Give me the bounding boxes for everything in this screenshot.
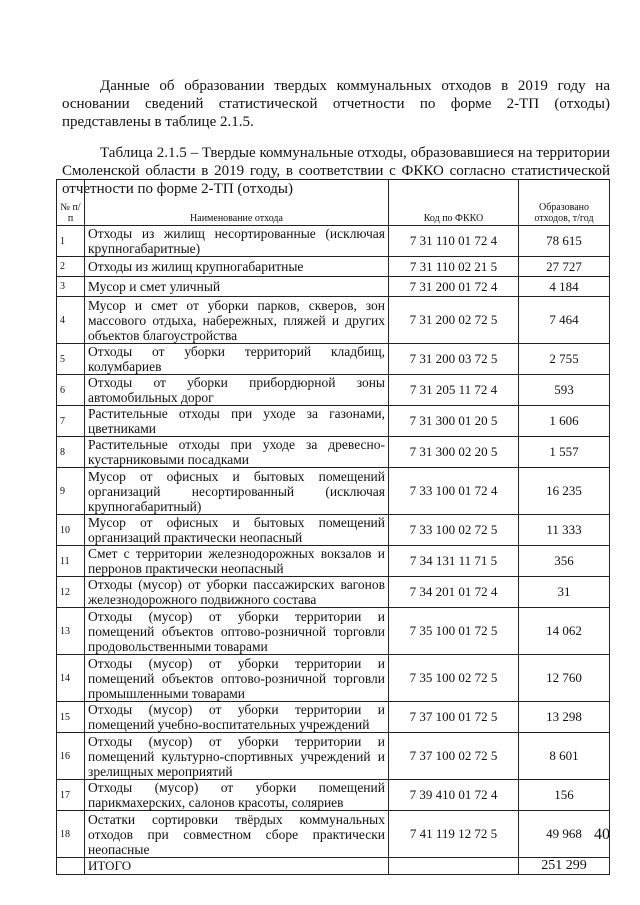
num-cell: 16 <box>57 733 85 780</box>
name-cell: Мусор от офисных и бытовых помещений организаций практически неопасный <box>85 515 389 546</box>
code-cell: 7 35 100 01 72 5 <box>389 608 519 655</box>
code-cell: 7 31 200 02 72 5 <box>389 297 519 344</box>
mass-cell: 13 298 <box>519 702 610 733</box>
table-row <box>57 655 610 702</box>
table-row <box>57 257 610 277</box>
num-cell: 15 <box>57 702 85 733</box>
name-cell: Мусор и смет уличный <box>85 277 389 297</box>
mass-cell: 2 755 <box>519 344 610 375</box>
code-cell: 7 31 200 03 72 5 <box>389 344 519 375</box>
name-cell: Растительные отходы при уходе за газонами, цветниками <box>85 406 389 437</box>
mass-cell: 27 727 <box>519 257 610 277</box>
name-cell: Отходы (мусор) от уборки помещений парикмахерских, салонов красоты, соляриев <box>85 780 389 811</box>
table-row <box>57 437 610 468</box>
name-cell: Отходы (мусор) от уборки территории и помещений учебно-воспитательных учреждений <box>85 702 389 733</box>
num-cell: 6 <box>57 375 85 406</box>
table-row <box>57 468 610 515</box>
mass-cell: 12 760 <box>519 655 610 702</box>
code-cell: 7 31 205 11 72 4 <box>389 375 519 406</box>
num-cell: 7 <box>57 406 85 437</box>
total-row <box>57 858 610 875</box>
mass-cell: 49 968 <box>519 811 610 858</box>
num-cell: 14 <box>57 655 85 702</box>
table-row <box>57 811 610 858</box>
code-cell: 7 31 200 01 72 4 <box>389 277 519 297</box>
total-label: ИТОГО <box>85 858 389 875</box>
table-row <box>57 344 610 375</box>
table-row <box>57 515 610 546</box>
name-cell: Мусор от офисных и бытовых помещений организаций несортированный (исключая крупногабаритный) <box>85 468 389 515</box>
mass-cell: 14 062 <box>519 608 610 655</box>
num-cell: 18 <box>57 811 85 858</box>
name-cell: Отходы (мусор) от уборки территории и помещений объектов оптово-розничной торговли продовольственными товарами <box>85 608 389 655</box>
code-cell: 7 33 100 02 72 5 <box>389 515 519 546</box>
name-cell: Мусор и смет от уборки парков, скверов, зон массового отдыха, набережных, пляжей и других объектов благоустройства <box>85 297 389 344</box>
code-cell: 7 35 100 02 72 5 <box>389 655 519 702</box>
table-caption: Таблица 2.1.5 – Твердые коммунальные отходы, образовавшиеся на территории Смоленской области в 2019 году, в соответствии с ФККО согласно статистической отчетности по форме 2-ТП (отходы) <box>62 145 610 197</box>
code-cell: 7 34 131 11 71 5 <box>389 546 519 577</box>
total-code-cell <box>389 858 519 875</box>
code-cell: 7 33 100 01 72 4 <box>389 468 519 515</box>
mass-cell: 7 464 <box>519 297 610 344</box>
num-cell: 5 <box>57 344 85 375</box>
num-cell: 4 <box>57 297 85 344</box>
name-cell: Отходы из жилищ несортированные (исключая крупногабаритные) <box>85 226 389 257</box>
mass-cell: 1 557 <box>519 437 610 468</box>
name-cell: Отходы (мусор) от уборки территории и помещений объектов оптово-розничной торговли промышленными товарами <box>85 655 389 702</box>
num-cell: 17 <box>57 780 85 811</box>
num-cell: 1 <box>57 226 85 257</box>
mass-cell: 8 601 <box>519 733 610 780</box>
mass-cell: 4 184 <box>519 277 610 297</box>
table-row <box>57 406 610 437</box>
name-cell: Остатки сортировки твёрдых коммунальных отходов при совместном сборе практически неопасные <box>85 811 389 858</box>
table-row <box>57 546 610 577</box>
table-row <box>57 577 610 608</box>
name-cell: Отходы из жилищ крупногабаритные <box>85 257 389 277</box>
mass-cell: 1 606 <box>519 406 610 437</box>
intro-paragraph: Данные об образовании твердых коммунальных отходов в 2019 году на основании сведений статистической отчетности по форме 2-ТП (отходы) представлены в таблице 2.1.5. <box>62 78 610 130</box>
name-cell: Отходы (мусор) от уборки пассажирских вагонов железнодорожного подвижного состава <box>85 577 389 608</box>
code-cell: 7 37 100 01 72 5 <box>389 702 519 733</box>
mass-cell: 156 <box>519 780 610 811</box>
header-code: Код по ФККО <box>389 180 519 226</box>
code-cell: 7 31 110 02 21 5 <box>389 257 519 277</box>
code-cell: 7 34 201 01 72 4 <box>389 577 519 608</box>
table-row <box>57 277 610 297</box>
name-cell: Смет с территории железнодорожных вокзалов и перронов практически неопасный <box>85 546 389 577</box>
mass-cell: 593 <box>519 375 610 406</box>
code-cell: 7 37 100 02 72 5 <box>389 733 519 780</box>
table-row <box>57 226 610 257</box>
code-cell: 7 39 410 01 72 4 <box>389 780 519 811</box>
num-cell: 3 <box>57 277 85 297</box>
header-num: № п/п <box>57 180 85 226</box>
num-cell: 2 <box>57 257 85 277</box>
waste-table <box>56 179 610 875</box>
name-cell: Отходы (мусор) от уборки территории и помещений культурно-спортивных учреждений и зрелищных мероприятий <box>85 733 389 780</box>
code-cell: 7 31 300 02 20 5 <box>389 437 519 468</box>
total-mass: 251 299 <box>519 858 610 875</box>
code-cell: 7 31 300 01 20 5 <box>389 406 519 437</box>
mass-cell: 16 235 <box>519 468 610 515</box>
name-cell: Отходы от уборки прибордюрной зоны автомобильных дорог <box>85 375 389 406</box>
header-name: Наименование отхода <box>85 180 389 226</box>
table-row <box>57 733 610 780</box>
mass-cell: 78 615 <box>519 226 610 257</box>
num-cell: 11 <box>57 546 85 577</box>
code-cell: 7 41 119 12 72 5 <box>389 811 519 858</box>
page-number: 40 <box>594 826 610 843</box>
code-cell: 7 31 110 01 72 4 <box>389 226 519 257</box>
header-mass: Образовано отходов, т/год <box>519 180 610 226</box>
num-cell: 9 <box>57 468 85 515</box>
name-cell: Растительные отходы при уходе за древесно-кустарниковыми посадками <box>85 437 389 468</box>
table-row <box>57 608 610 655</box>
num-cell: 12 <box>57 577 85 608</box>
num-cell: 10 <box>57 515 85 546</box>
mass-cell: 11 333 <box>519 515 610 546</box>
mass-cell: 31 <box>519 577 610 608</box>
table-row <box>57 702 610 733</box>
table-header-row <box>57 180 610 226</box>
num-cell: 8 <box>57 437 85 468</box>
num-cell: 13 <box>57 608 85 655</box>
name-cell: Отходы от уборки территорий кладбищ, колумбариев <box>85 344 389 375</box>
table-row <box>57 375 610 406</box>
table-row <box>57 780 610 811</box>
mass-cell: 356 <box>519 546 610 577</box>
table-row <box>57 297 610 344</box>
total-num-cell <box>57 858 85 875</box>
